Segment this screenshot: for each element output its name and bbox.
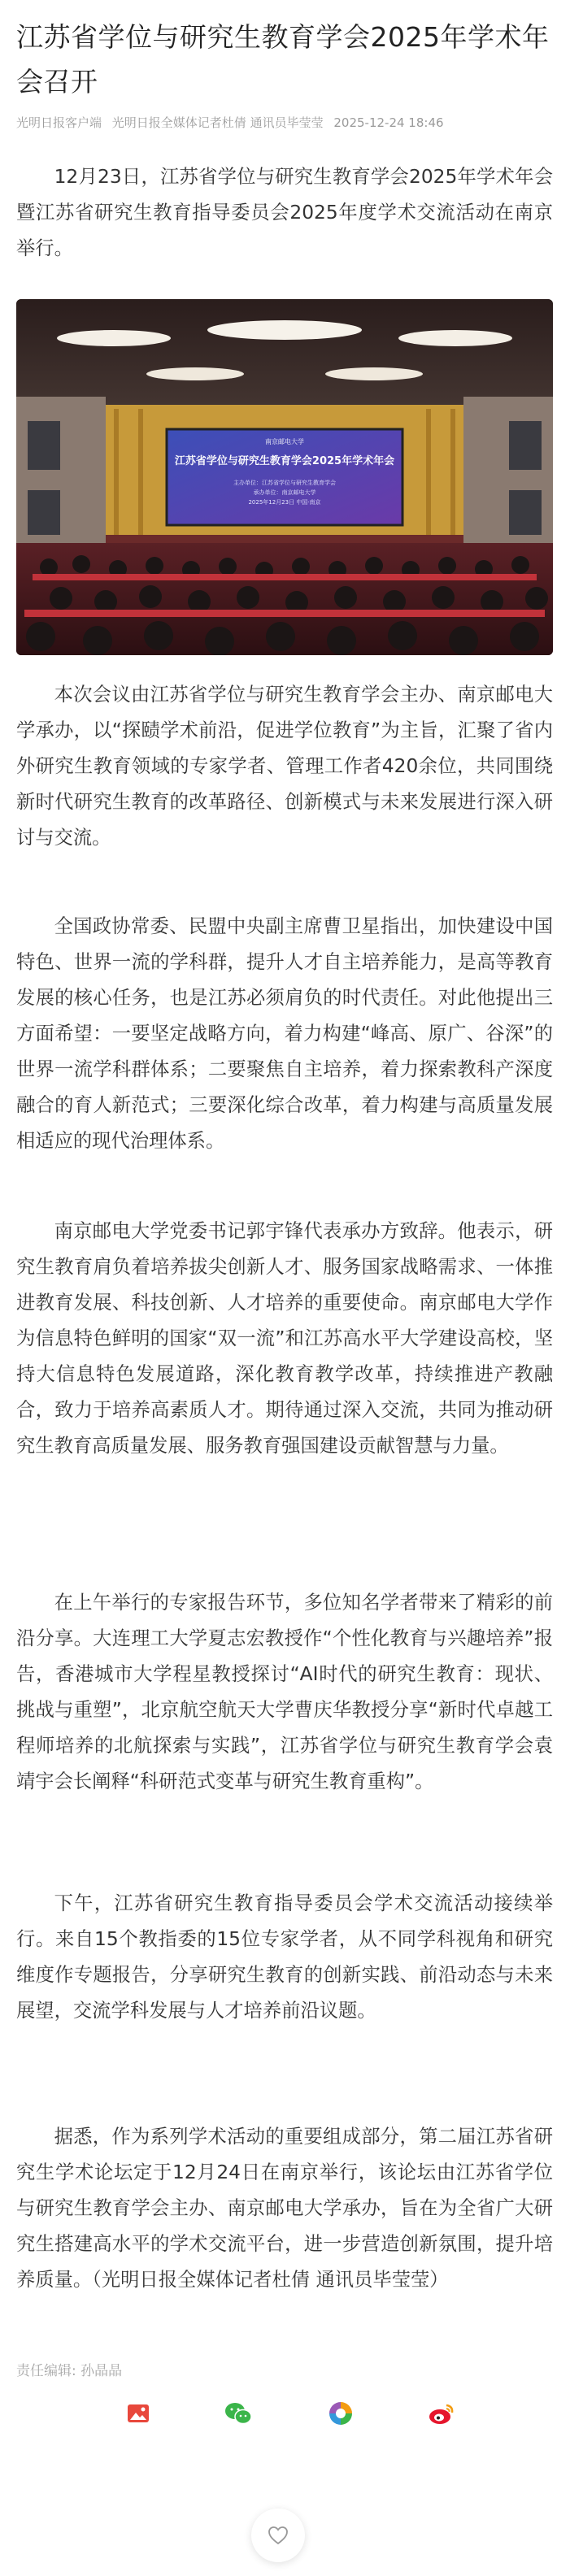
paragraph-6: 下午，江苏省研究生教育指导委员会学术交流活动接续举行。来自15个教指委的15位专家学者，从不同学科视角和研究维度作专题报告，分享研究生教育的创新实践、前沿动态与未来展望，交流学科发展与人才培养前沿议题。	[16, 1892, 553, 2022]
banner-main-text: 江苏省学位与研究生教育学会2025年学术年会	[174, 455, 395, 467]
paragraph-1: 12月23日，江苏省学位与研究生教育学会2025年学术年会暨江苏省研究生教育指导委员会2025年度学术交流活动在南京举行。	[16, 166, 553, 259]
share-image-button[interactable]	[123, 2398, 154, 2429]
paragraph-3: 全国政协常委、民盟中央副主席曹卫星指出，加快建设中国特色、世界一流的学科群，提升人才自主培养能力，是高等教育发展的核心任务，也是江苏必须肩负的时代责任。对此他提出三方面希望：一要坚定战略方向，着力构建“峰高、原广、谷深”的世界一流学科群体系；二要聚焦自主培养，着力探索教科产深度融合的育人新范式；三要深化综合改革，着力构建与高质量发展相适应的现代治理体系。	[16, 915, 553, 1152]
paragraph-4: 南京邮电大学党委书记郭宇锋代表承办方致辞。他表示，研究生教育肩负着培养拔尖创新人才、服务国家战略需求、一体推进教育发展、科技创新、人才培养的重要使命。南京邮电大学作为信息特色鲜明的国家“双一流”和江苏高水平大学建设高校，坚持大信息特色发展道路，深化教育教学改革，持续推进产教融合，致力于培养高素质人才。期待通过深入交流，共同为推动研究生教育高质量发展、服务教育强国建设贡献智慧与力量。	[16, 1220, 553, 1457]
heart-icon	[268, 2526, 289, 2545]
banner-line-3: 2025年12月23日 中国·南京	[248, 499, 321, 506]
article-meta	[16, 114, 553, 131]
paragraph-7: 据悉，作为系列学术活动的重要组成部分，第二届江苏省研究生学术论坛定于12月24日在南京举行，该论坛由江苏省学位与研究生教育学会主办、南京邮电大学承办，旨在为全省广大研究生搭建高水平的学术交流平台，进一步营造创新氛围，提升培养质量。（光明日报全媒体记者杜倩 通讯员毕莹莹）	[16, 2126, 553, 2291]
meta-source: 光明日报客户端	[16, 115, 102, 130]
meta-authors: 光明日报全媒体记者杜倩 通讯员毕莹莹	[111, 115, 324, 130]
meta-datetime: 2025-12-24 18:46	[333, 115, 444, 130]
banner-line-2: 承办单位：南京邮电大学	[253, 489, 316, 496]
share-wechat-button[interactable]	[223, 2398, 254, 2429]
like-button[interactable]	[251, 2509, 305, 2562]
conference-photo[interactable]	[16, 299, 553, 655]
article-title: 江苏省学位与研究生教育学会2025年学术年会召开	[16, 21, 550, 98]
paragraph-2: 本次会议由江苏省学位与研究生教育学会主办、南京邮电大学承办，以“探赜学术前沿，促进学位教育”为主旨，汇聚了省内外研究生教育领域的专家学者、管理工作者420余位，共同围绕新时代研究生教育的改革路径、创新模式与未来发展进行深入研讨与交流。	[16, 684, 553, 849]
moments-icon	[328, 2400, 354, 2426]
image-icon	[126, 2401, 150, 2426]
banner-line-1: 主办单位：江苏省学位与研究生教育学会	[233, 480, 336, 486]
banner-top-text: 南京邮电大学	[265, 438, 304, 445]
share-weibo-button[interactable]	[426, 2398, 457, 2429]
paragraph-5: 在上午举行的专家报告环节，多位知名学者带来了精彩的前沿分享。大连理工大学夏志宏教授作“个性化教育与兴趣培养”报告，香港城市大学程星教授探讨“AI时代的研究生教育：现状、挑战与重塑”，北京航空航天大学曹庆华教授分享“新时代卓越工程师培养的北航探索与实践”，江苏省学位与研究生教育学会袁靖宇会长阐释“科研范式变革与研究生教育重构”。	[16, 1592, 553, 1792]
responsible-editor: 责任编辑: 孙晶晶	[16, 2363, 123, 2379]
share-moments-button[interactable]	[325, 2398, 356, 2429]
weibo-icon	[428, 2401, 455, 2426]
wechat-icon	[224, 2401, 253, 2426]
